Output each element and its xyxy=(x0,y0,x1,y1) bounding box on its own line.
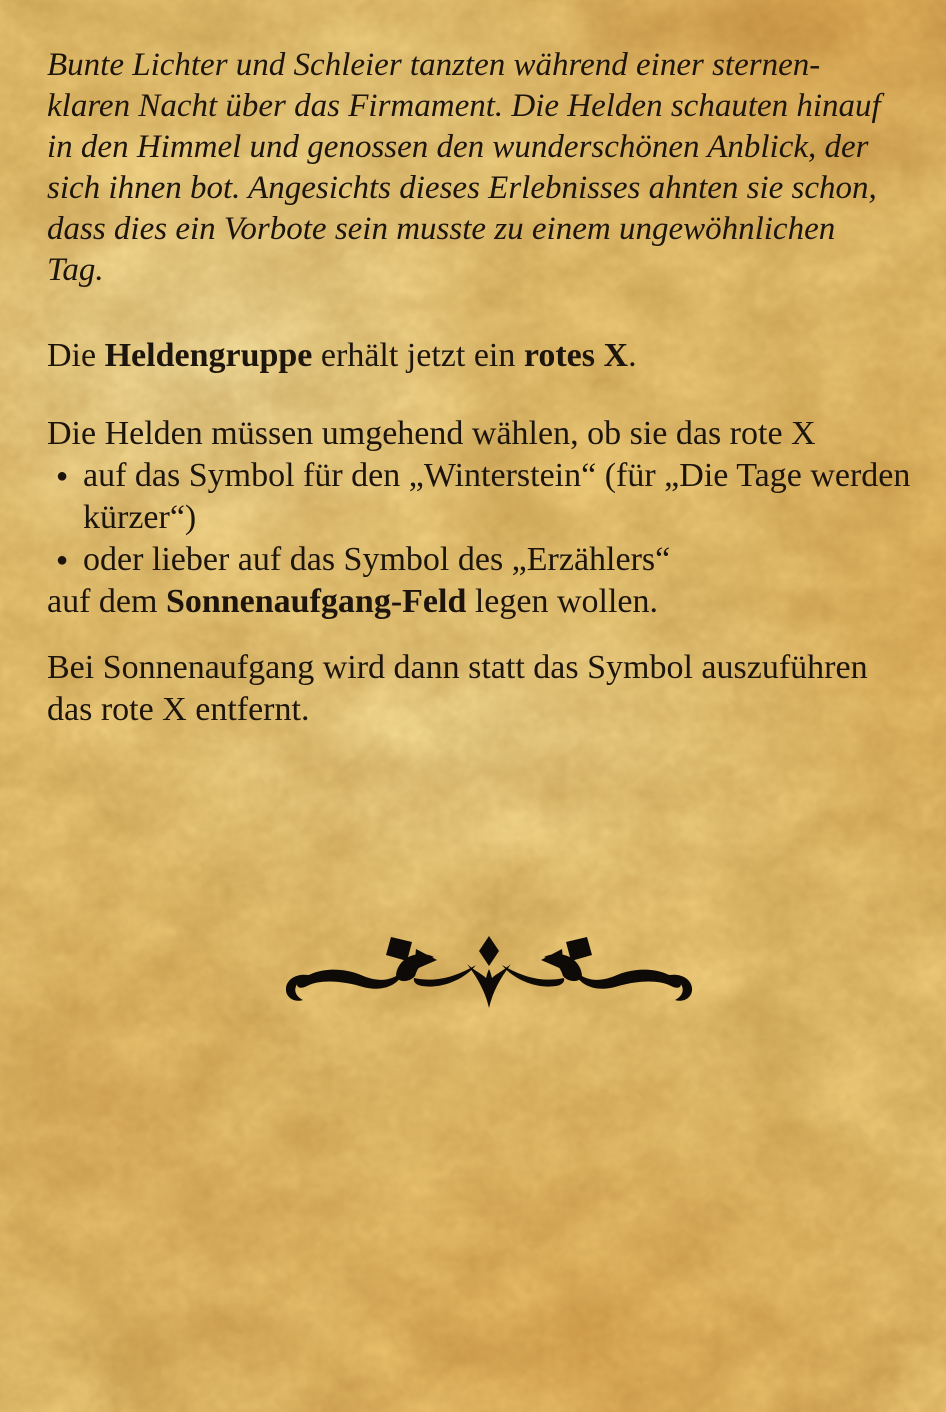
sunrise-line: Bei Sonnenaufgang wird dann statt das Symbol auszuführen xyxy=(47,649,868,686)
story-paragraph xyxy=(47,45,913,291)
award-paragraph xyxy=(47,335,913,377)
story-line: klaren Nacht über das Firmament. Die Helden schauten hinauf xyxy=(47,88,881,124)
divider-flourish-icon xyxy=(279,930,699,1010)
option-2-text: oder lieber auf das Symbol des „Erzählers“ xyxy=(83,541,671,578)
closing-post: legen wollen. xyxy=(466,583,659,620)
bullet-icon: ● xyxy=(56,465,69,487)
story-line: dass dies ein Vorbote sein musste zu einem ungewöhnlichen xyxy=(47,211,836,247)
choice-option-2 xyxy=(47,539,913,581)
sunrise-line: das rote X entfernt. xyxy=(47,691,310,728)
choice-option-1 xyxy=(47,455,913,497)
choice-intro-line: Die Helden müssen umgehend wählen, ob sie das rote X xyxy=(47,415,816,452)
award-mid: erhält jetzt ein xyxy=(312,337,524,374)
story-line: Tag. xyxy=(47,252,104,288)
story-line: sich ihnen bot. Angesichts dieses Erlebnisses ahnten sie schon, xyxy=(47,170,877,206)
bullet-icon: ● xyxy=(56,549,69,571)
sunrise-paragraph xyxy=(47,647,913,731)
closing-pre: auf dem xyxy=(47,583,166,620)
option-1-continuation: kürzer“) xyxy=(83,499,197,536)
award-post: . xyxy=(628,337,637,374)
closing-bold: Sonnenaufgang-Feld xyxy=(165,583,467,620)
card-text xyxy=(47,45,913,1010)
option-1-text: auf das Symbol für den „Winterstein“ (für „Die Tage werden xyxy=(83,457,911,494)
choice-closing-line xyxy=(47,581,913,623)
award-group-bold: Heldengruppe xyxy=(104,337,313,374)
award-line xyxy=(47,335,913,377)
choice-paragraph xyxy=(47,413,913,623)
story-line: in den Himmel und genossen den wunderschönen Anblick, der xyxy=(47,129,869,165)
story-line: Bunte Lichter und Schleier tanzten während einer sternen- xyxy=(47,47,821,83)
award-pre: Die xyxy=(47,337,105,374)
award-item-bold: rotes X xyxy=(523,337,629,374)
